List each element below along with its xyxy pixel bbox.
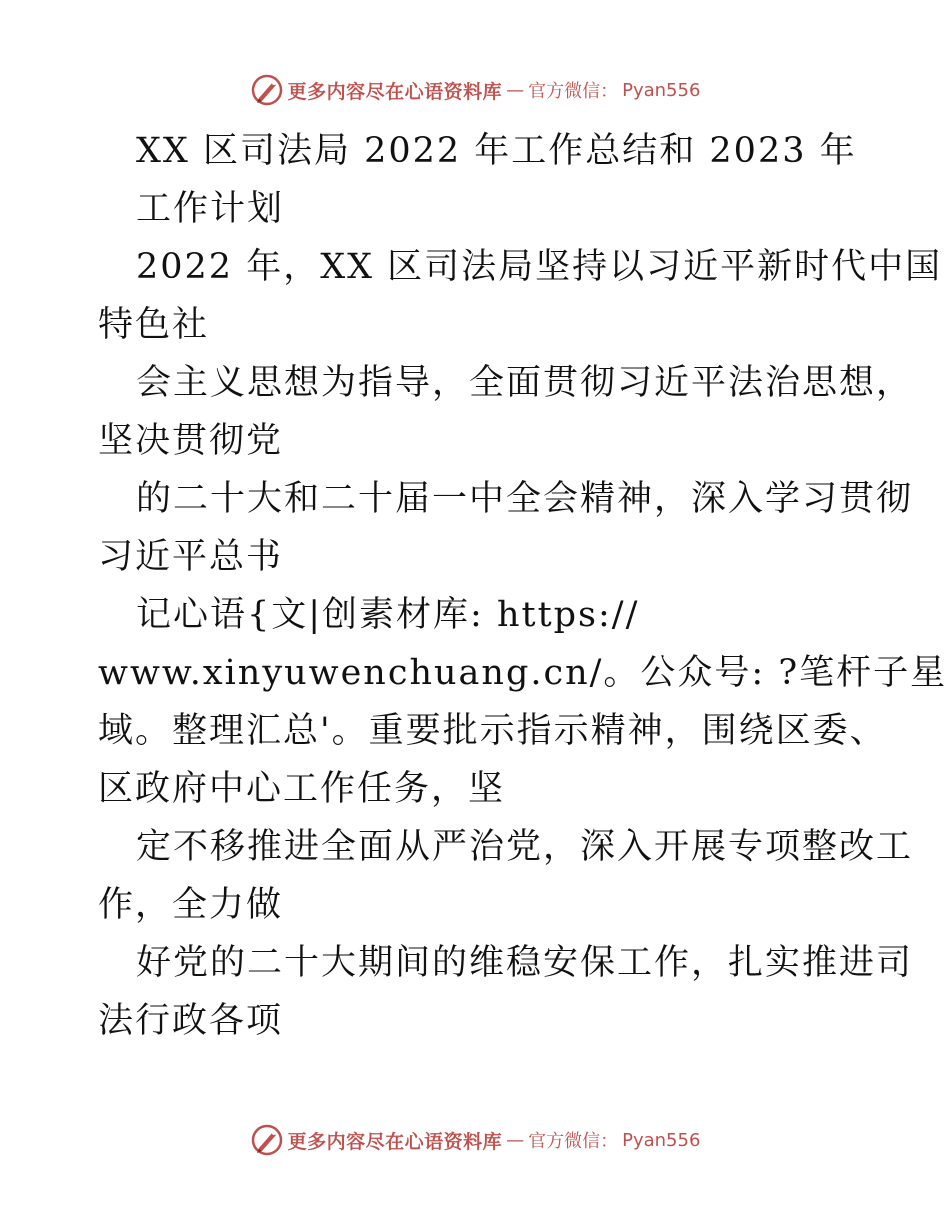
- pen-logo-icon: [250, 73, 284, 107]
- document-title-line-1: XX 区司法局 2022 年工作总结和 2023 年: [136, 131, 857, 171]
- banner-content: [250, 1123, 701, 1157]
- paragraph-line: 区政府中心工作任务，坚: [98, 769, 506, 809]
- paragraph-line: 习近平总书: [98, 537, 284, 577]
- header-banner: [0, 70, 950, 110]
- paragraph-line: www.xinyuwenchuang.cn/。公众号: ?笔杆子星: [98, 653, 948, 693]
- paragraph-line: 域。整理汇总'。重要批示指示精神，围绕区委、: [98, 711, 887, 751]
- document-title-line-2: 工作计划: [136, 189, 285, 229]
- banner-sub-text: 官方微信：: [528, 81, 619, 102]
- paragraph-line: 特色社: [98, 305, 210, 345]
- banner-main-text: 更多内容尽在心语资料库: [287, 80, 503, 103]
- paragraph-line: 的二十大和二十届一中全会精神，深入学习贯彻: [136, 479, 914, 519]
- banner-account: Pyan556: [622, 79, 701, 101]
- document-body: [98, 122, 948, 1050]
- banner-separator: —: [506, 1129, 525, 1151]
- banner-content: [250, 73, 701, 107]
- paragraph-line: 2022 年，XX 区司法局坚持以习近平新时代中国: [136, 247, 943, 287]
- footer-banner: [0, 1120, 950, 1160]
- banner-account: Pyan556: [622, 1129, 701, 1151]
- banner-main-text: 更多内容尽在心语资料库: [287, 1130, 503, 1153]
- paragraph-line: 好党的二十大期间的维稳安保工作，扎实推进司: [136, 943, 914, 983]
- paragraph-line: 坚决贯彻党: [98, 421, 284, 461]
- paragraph-line: 记心语{文|创素材库: https://: [136, 595, 640, 635]
- paragraph-line: 定不移推进全面从严治党，深入开展专项整改工: [136, 827, 914, 867]
- banner-separator: —: [506, 79, 525, 101]
- paragraph-line: 会主义思想为指导，全面贯彻习近平法治思想，: [136, 363, 914, 403]
- pen-logo-icon: [250, 1123, 284, 1157]
- banner-sub-text: 官方微信：: [528, 1131, 619, 1152]
- paragraph-line: 作，全力做: [98, 885, 284, 925]
- paragraph-line: 法行政各项: [98, 1001, 284, 1041]
